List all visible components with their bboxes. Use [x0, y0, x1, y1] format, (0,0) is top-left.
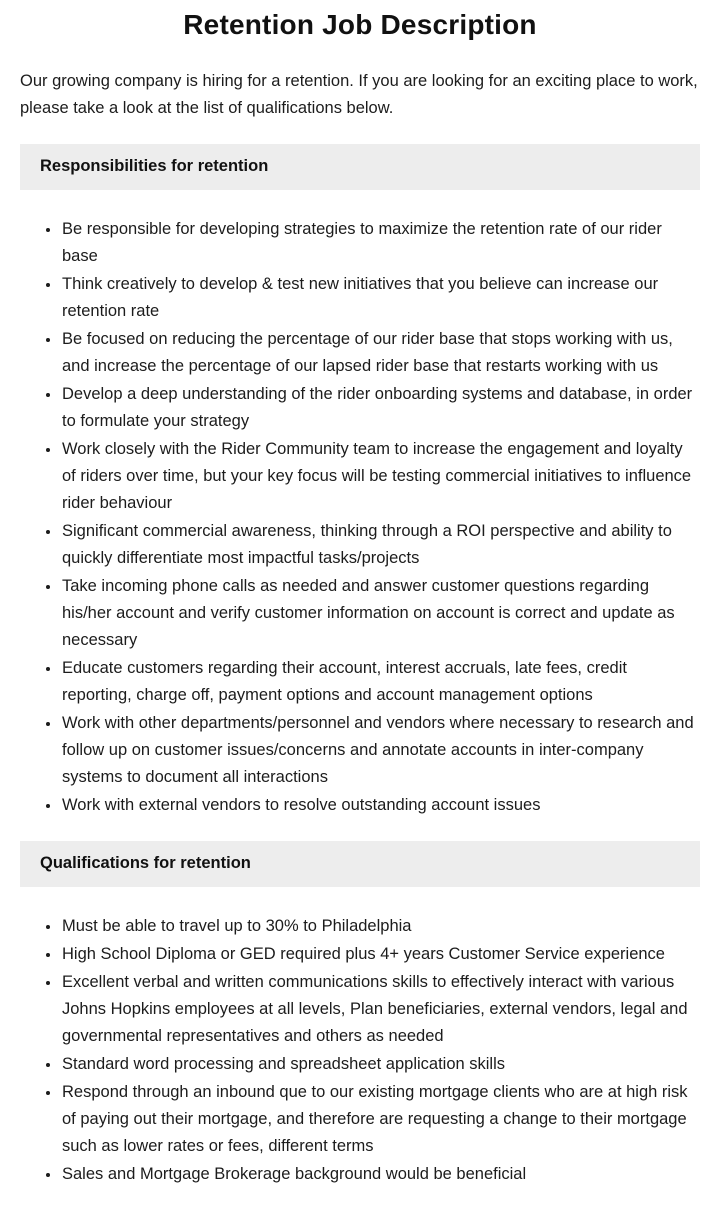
sections-container	[20, 144, 700, 1188]
list-item: • Respond through an inbound que to our existing mortgage clients who are at high risk of paying out their mortgage, and therefore are requesting a change to their mortgage such as lower rates or fees, different terms	[61, 1079, 700, 1160]
bullet-list	[20, 216, 700, 819]
list-item: • High School Diploma or GED required plus 4+ years Customer Service experience	[61, 941, 700, 968]
list-item: • Significant commercial awareness, thinking through a ROI perspective and ability to quickly differentiate most impactful tasks/projects	[61, 518, 700, 572]
list-item: • Be focused on reducing the percentage of our rider base that stops working with us, and increase the percentage of our lapsed rider base that restarts working with us	[61, 326, 700, 380]
list-item: • Work closely with the Rider Community team to increase the engagement and loyalty of riders over time, but your key focus will be testing commercial initiatives to influence rider behaviour	[61, 436, 700, 517]
list-item: • Educate customers regarding their account, interest accruals, late fees, credit reporting, charge off, payment options and account management options	[61, 655, 700, 709]
bullet-list	[20, 913, 700, 1188]
list-item: • Take incoming phone calls as needed and answer customer questions regarding his/her account and verify customer information on account is correct and update as necessary	[61, 573, 700, 654]
list-item: • Must be able to travel up to 30% to Philadelphia	[61, 913, 700, 940]
list-item: • Excellent verbal and written communications skills to effectively interact with various Johns Hopkins employees at all levels, Plan beneficiaries, external vendors, legal and governmental representatives and others as needed	[61, 969, 700, 1050]
section-header: Qualifications for retention	[20, 841, 700, 887]
intro-paragraph: Our growing company is hiring for a retention. If you are looking for an exciting place to work, please take a look at the list of qualifications below.	[20, 72, 698, 117]
list-item: • Work with other departments/personnel and vendors where necessary to research and follow up on customer issues/concerns and annotate accounts in inter-company systems to document all interactions	[61, 710, 700, 791]
list-item: • Think creatively to develop & test new initiatives that you believe can increase our retention rate	[61, 271, 700, 325]
list-item: • Be responsible for developing strategies to maximize the retention rate of our rider base	[61, 216, 700, 270]
section-header: Responsibilities for retention	[20, 144, 700, 190]
list-item: • Work with external vendors to resolve outstanding account issues	[61, 792, 700, 819]
list-item: • Sales and Mortgage Brokerage background would be beneficial	[61, 1161, 700, 1188]
list-item: • Develop a deep understanding of the rider onboarding systems and database, in order to formulate your strategy	[61, 381, 700, 435]
page-title: Retention Job Description	[183, 9, 537, 40]
job-section	[20, 144, 700, 819]
list-item: • Standard word processing and spreadsheet application skills	[61, 1051, 700, 1078]
job-description-page	[0, 8, 720, 1219]
job-section	[20, 841, 700, 1188]
